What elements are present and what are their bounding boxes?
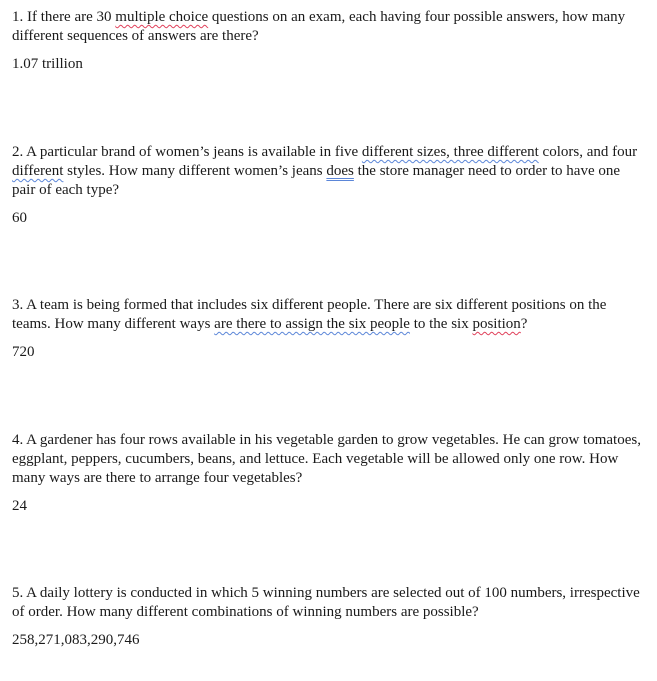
question-text-1	[12, 8, 642, 46]
grammar-flag: are there to assign the six people	[214, 316, 410, 332]
question-text-5	[12, 584, 642, 622]
question-block-1	[12, 8, 642, 74]
answer-text-1: 1.07 trillion	[12, 56, 83, 72]
grammar-flag: different sizes, three different	[361, 144, 539, 160]
question-text-span: 1. If there are 30	[12, 9, 116, 25]
answer-text-4: 24	[12, 498, 27, 514]
question-text-span: 5. A daily lottery is conducted in which 5 winning numbers are selected out of 100 numbers, irrespective of order. How many different combinations of winning numbers are possible?	[12, 585, 640, 620]
question-text-span: 2. A particular brand of women’s jeans is available in five	[12, 144, 362, 160]
question-text-span: colors, and four	[538, 144, 638, 160]
question-block-4	[12, 431, 642, 516]
question-block-5	[12, 584, 642, 650]
question-text-3	[12, 296, 642, 334]
answer-text-2: 60	[12, 210, 27, 226]
spelling-flag: multiple choice	[115, 9, 209, 25]
grammar-flag: does	[326, 163, 354, 179]
question-text-span: questions on an exam, each having four possible answers, how many different sequences of answers are there?	[12, 9, 626, 44]
grammar-flag: different	[12, 163, 64, 179]
spelling-flag: position	[472, 316, 521, 332]
question-text-span: styles. How many different women’s jeans	[63, 163, 327, 179]
question-block-2	[12, 143, 642, 228]
question-block-3	[12, 296, 642, 362]
answer-text-5: 258,271,083,290,746	[12, 632, 140, 648]
question-text-span: ?	[520, 316, 528, 332]
question-text-2	[12, 143, 642, 200]
question-text-span: 4. A gardener has four rows available in his vegetable garden to grow vegetables. He can grow tomatoes, eggplant, peppers, cucumbers, beans, and lettuce. Each vegetable will be allowed only one row. How many ways are there to arrange four vegetables?	[12, 432, 641, 486]
question-text-span: 3. A team is being formed that includes six different people. There are six different positions on the teams. How many different ways	[12, 297, 607, 332]
question-text-span: to the six	[409, 316, 473, 332]
question-text-span: the store manager need to order to have one pair of each type?	[12, 163, 621, 198]
question-text-4	[12, 431, 642, 488]
answer-text-3: 720	[12, 344, 35, 360]
